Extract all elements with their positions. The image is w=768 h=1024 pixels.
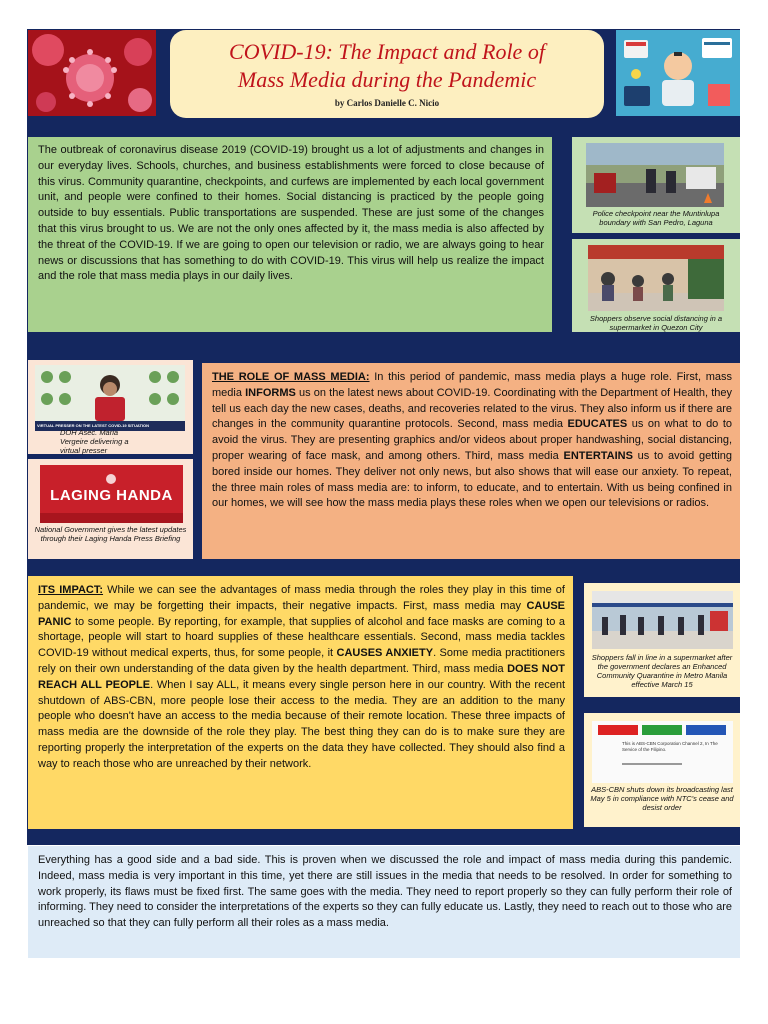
laging-handa-banner-text: LAGING HANDA — [50, 487, 173, 504]
doh-photo-card — [28, 360, 193, 454]
role-text-3: us on what to do to avoid the virus. They are presenting graphics and/or videos about proper handwashing, social distancing, proper wearing of face mask, and among others. Third, mass media — [212, 418, 732, 462]
role-heading: THE ROLE OF MASS MEDIA: — [212, 371, 370, 383]
intro-paragraph: The outbreak of coronavirus disease 2019 (COVID-19) brought us a lot of adjustments and changes in our everyday lives. Schools, churches, and business establishments were forced to close because of this virus. Community quarantine, checkpoints, and curfews are implemented by each local government unit, and people were confined to their homes. Social distancing is practiced by the people going outside to buy essentials. Public transportations are suspended. These are just some of the changes that this virus brought to us. We are not the only ones affected by it, the mass media is also affected by the threat of the COVID-19. If we are going to open our television or radio, we are always going to hear news or discussions that has something to do with COVID-19. This virus will help us realize the impact and the role that mass media plays in our daily lives. — [28, 137, 552, 332]
shoppers-line-caption: Shoppers fall in line in a supermarket after the government declares an Enhanced Community Quarantine in Metro Manila effective March 15 — [591, 653, 733, 689]
impact-causes-anxiety: CAUSES ANXIETY — [336, 647, 434, 660]
abscbn-photo-card — [584, 713, 740, 827]
role-entertains: ENTERTAINS — [563, 449, 633, 462]
doh-caption: DOH Asec. Maria Vergeire delivering a virtual presser — [60, 428, 129, 455]
role-educates: EDUCATES — [567, 418, 628, 431]
supermarket-qc-photo-card — [572, 239, 740, 332]
laging-handa-photo-card — [28, 459, 193, 559]
abscbn-notice-text: This is ABS-CBN Corporation Channel 2, In The Service of the Filipino. — [622, 741, 718, 752]
shoppers-line-photo — [592, 591, 733, 649]
impact-heading: ITS IMPACT: — [38, 584, 104, 596]
laging-handa-photo — [40, 465, 183, 523]
impact-cause-panic: CAUSE PANIC — [38, 599, 565, 628]
impact-paragraph — [28, 576, 573, 829]
impact-text-2: to some people. By reporting, for example, that supplies of alcohol and face masks are coming to a shortage, people will start to hoard supplies of these healthcare essentials. Second, mass media tackles COVID-19 without medical experts, thus, for some people, it — [38, 615, 565, 660]
doh-presser-photo — [35, 365, 185, 431]
role-informs: INFORMS — [245, 386, 296, 399]
title-line-1: COVID-19: The Impact and Role of — [229, 39, 545, 64]
coronavirus-image — [28, 30, 156, 116]
checkpoint-photo-card — [572, 137, 740, 233]
abscbn-notice-photo — [592, 721, 733, 783]
page-title — [170, 38, 604, 94]
impact-text-1: While we can see the advantages of mass media through the roles they play in this time of pandemic, we may be forgetting their impacts, their negative impacts. First, mass media may — [38, 584, 565, 612]
title-line-2: Mass Media during the Pandemic — [237, 67, 537, 92]
supermarket-qc-photo — [588, 245, 724, 311]
media-illustration — [616, 30, 740, 116]
title-box — [170, 30, 604, 118]
supermarket-qc-caption: Shoppers observe social distancing in a supermarket in Quezon City — [589, 314, 723, 332]
impact-not-reach: DOES NOT REACH ALL PEOPLE — [38, 662, 565, 691]
impact-text-3: . Some media practitioners rely on their own understanding of the data given by the health department. Third, mass media — [38, 647, 565, 675]
doh-banner-text: VIRTUAL PRESSER ON THE LATEST COVID-19 SITUATION — [37, 423, 150, 428]
impact-text-4: . When I say ALL, it means every single person here in our country. With the recent shutdown of ABS-CBN, more people lose their access to the media. They are an addition to the many people who doesn't have an access to the media because of their remote location. These three impacts of mass media are the downside of the role they play. The best thing they can do is to make sure they are reporting properly the interpretation of the experts on the data they have collected. They should also find a way to reach those who are unreached by their network. — [38, 678, 566, 770]
role-text-2: us on the latest news about COVID-19. Coordinating with the Department of Health, they tell us each day the new cases, deaths, and recoveries related to the virus. They also inform us if there are changes in the community quarantine protocols. Second, mass media — [212, 386, 732, 431]
shoppers-line-photo-card — [584, 583, 740, 697]
role-text-1: In this period of pandemic, mass media plays a huge role. First, mass media — [212, 371, 732, 399]
conclusion-paragraph: Everything has a good side and a bad side. This is proven when we discussed the role and impact of mass media during this pandemic. Indeed, mass media is very important in this time, yet there are still issues in the media that needs to be resolved. In order for something to work properly, its flaws must be fixed first. The same goes with the media. They need to report properly so they can fully perform their role of informing. They need to consider the interpretations of the experts so they can fully educate us. Lastly, they need to reach out to those who are unreached so that they can fully perform all their roles as a mass media. — [28, 846, 740, 958]
author-byline: by Carlos Danielle C. Nicio — [334, 98, 440, 108]
checkpoint-photo — [586, 143, 724, 207]
abscbn-caption: ABS-CBN shuts down its broadcasting last May 5 in compliance with NTC's cease and desist order — [590, 785, 734, 812]
laging-handa-caption: National Government gives the latest updates through their Laging Handa Press Briefing — [34, 525, 187, 543]
role-text-4: us to avoid getting bored inside our homes. They deliver not only news, but also shows that will ease our anxiety. To repeat, the three main roles of mass media are: to inform, to educate, and to entertain. With us being confined in our homes, we will see how the mass media plays these roles when we open our televisions or radios. — [212, 449, 733, 510]
role-paragraph — [202, 363, 740, 559]
checkpoint-caption: Police checkpoint near the Muntinlupa boundary with San Pedro, Laguna — [592, 209, 720, 227]
